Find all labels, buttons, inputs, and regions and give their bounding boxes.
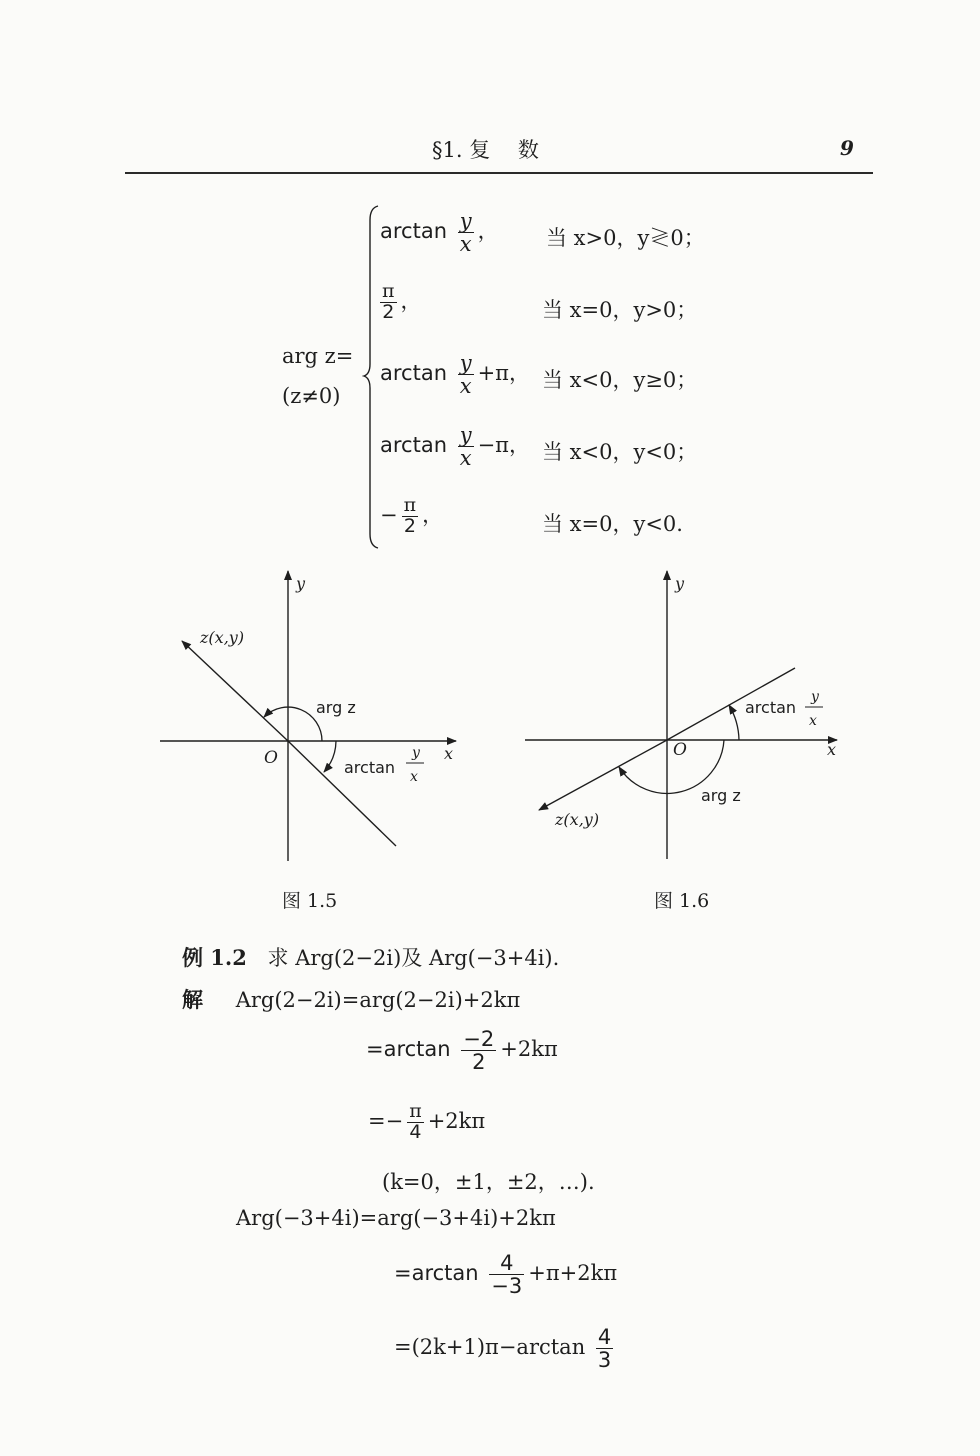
y-axis-label: y <box>296 574 306 593</box>
row-tail: ， <box>400 288 422 313</box>
fraction-numerator: π <box>382 280 395 302</box>
arctan-arc <box>324 741 336 772</box>
fraction-numerator: π <box>403 494 417 516</box>
page-number: 9 <box>840 136 854 160</box>
row-tail: −π， <box>477 433 530 458</box>
solution-label: 解 <box>182 987 203 1012</box>
arctan-label: arctan <box>344 758 396 777</box>
solution-line-6 <box>394 1252 617 1297</box>
formula-condition: (z≠0) <box>282 384 341 408</box>
arctan-arc <box>729 705 739 740</box>
fraction-numerator: 4 <box>489 1252 524 1275</box>
formula-row-2 <box>376 282 422 323</box>
formula-row-3 <box>380 352 530 397</box>
equation-text: =arctan <box>394 1261 479 1286</box>
formula-row-5-condition: 当 x=0，y<0. <box>542 512 683 536</box>
fraction-numerator: y <box>459 209 472 233</box>
z-vector <box>539 740 667 810</box>
x-axis-label: x <box>827 740 837 759</box>
running-header: §1. 复 数 <box>432 138 539 162</box>
fraction-denominator: 3 <box>597 1348 612 1373</box>
arctan-numerator: y <box>412 745 420 761</box>
example-heading <box>182 942 559 972</box>
arctan-denominator: x <box>809 713 817 729</box>
fraction-numerator: y <box>459 351 472 375</box>
point-label: z(x,y) <box>555 810 600 829</box>
example-label: 例 1.2 <box>182 945 247 970</box>
point-label: z(x,y) <box>200 628 245 647</box>
figure-1-6 <box>515 565 845 865</box>
solution-line-3 <box>368 1102 485 1143</box>
equation-text: Arg(2−2i)=arg(2−2i)+2kπ <box>235 988 521 1012</box>
arctan-text: arctan <box>380 219 447 244</box>
fraction-denominator: 2 <box>382 300 395 323</box>
fraction-denominator: 2 <box>472 1050 486 1075</box>
origin-label: O <box>264 748 278 768</box>
minus-sign: − <box>380 502 398 527</box>
row-tail: ， <box>477 219 499 244</box>
x-axis-label: x <box>444 744 454 763</box>
formula-row-5 <box>380 496 443 537</box>
equation-text: =− <box>368 1108 404 1133</box>
arg-label: arg z <box>701 786 741 805</box>
arg-label: arg z <box>316 698 356 717</box>
equation-text: =(2k+1)π−arctan <box>394 1335 586 1360</box>
row-tail: ， <box>422 502 444 527</box>
fraction-numerator: π <box>409 1100 422 1122</box>
equation-text: +2kπ <box>500 1037 558 1062</box>
fraction-numerator: 4 <box>597 1325 612 1349</box>
formula-row-1 <box>380 210 499 255</box>
fraction-denominator: x <box>459 374 472 399</box>
fraction-denominator: 4 <box>409 1120 422 1143</box>
extension-line <box>288 741 396 846</box>
solution-line-4: (k=0，±1，±2，…). <box>382 1170 595 1194</box>
y-axis-label: y <box>675 574 685 593</box>
z-vector <box>182 641 288 741</box>
equation-text: =arctan <box>366 1037 451 1062</box>
formula-lhs: arg z= <box>282 344 354 368</box>
fraction-denominator: x <box>459 232 472 257</box>
figure-1-5-caption: 图 1.5 <box>282 890 338 912</box>
fraction-numerator: −2 <box>463 1027 495 1051</box>
solution-line-2 <box>366 1028 558 1073</box>
example-question: 求 Arg(2−2i)及 Arg(−3+4i). <box>267 946 560 970</box>
arctan-text: arctan <box>380 433 447 458</box>
origin-label: O <box>673 740 687 760</box>
arctan-label: arctan <box>745 698 797 717</box>
formula-row-1-condition: 当 x>0，y≷0； <box>546 226 705 250</box>
row-tail: +π， <box>477 361 530 386</box>
solution-line-1 <box>182 984 520 1014</box>
fraction-denominator: x <box>459 446 472 471</box>
equation-text: +2kπ <box>427 1108 486 1133</box>
fraction-numerator: y <box>459 423 472 447</box>
fraction-denominator: −3 <box>491 1274 523 1299</box>
solution-line-5: Arg(−3+4i)=arg(−3+4i)+2kπ <box>236 1206 556 1230</box>
fraction-denominator: 2 <box>403 514 416 537</box>
formula-row-4-condition: 当 x<0，y<0； <box>542 440 698 464</box>
figure-1-5 <box>150 565 470 865</box>
header-rule <box>125 172 873 174</box>
arctan-denominator: x <box>410 769 418 785</box>
formula-row-4 <box>380 424 530 469</box>
arg-z-arc <box>264 707 322 741</box>
formula-row-3-condition: 当 x<0，y≥0； <box>542 368 698 392</box>
solution-line-7 <box>394 1326 617 1371</box>
formula-row-2-condition: 当 x=0，y>0； <box>542 298 698 322</box>
arctan-text: arctan <box>380 361 447 386</box>
equation-text: +π+2kπ <box>528 1261 618 1286</box>
figure-1-6-caption: 图 1.6 <box>654 890 710 912</box>
left-brace <box>362 204 382 550</box>
arctan-numerator: y <box>811 689 819 705</box>
